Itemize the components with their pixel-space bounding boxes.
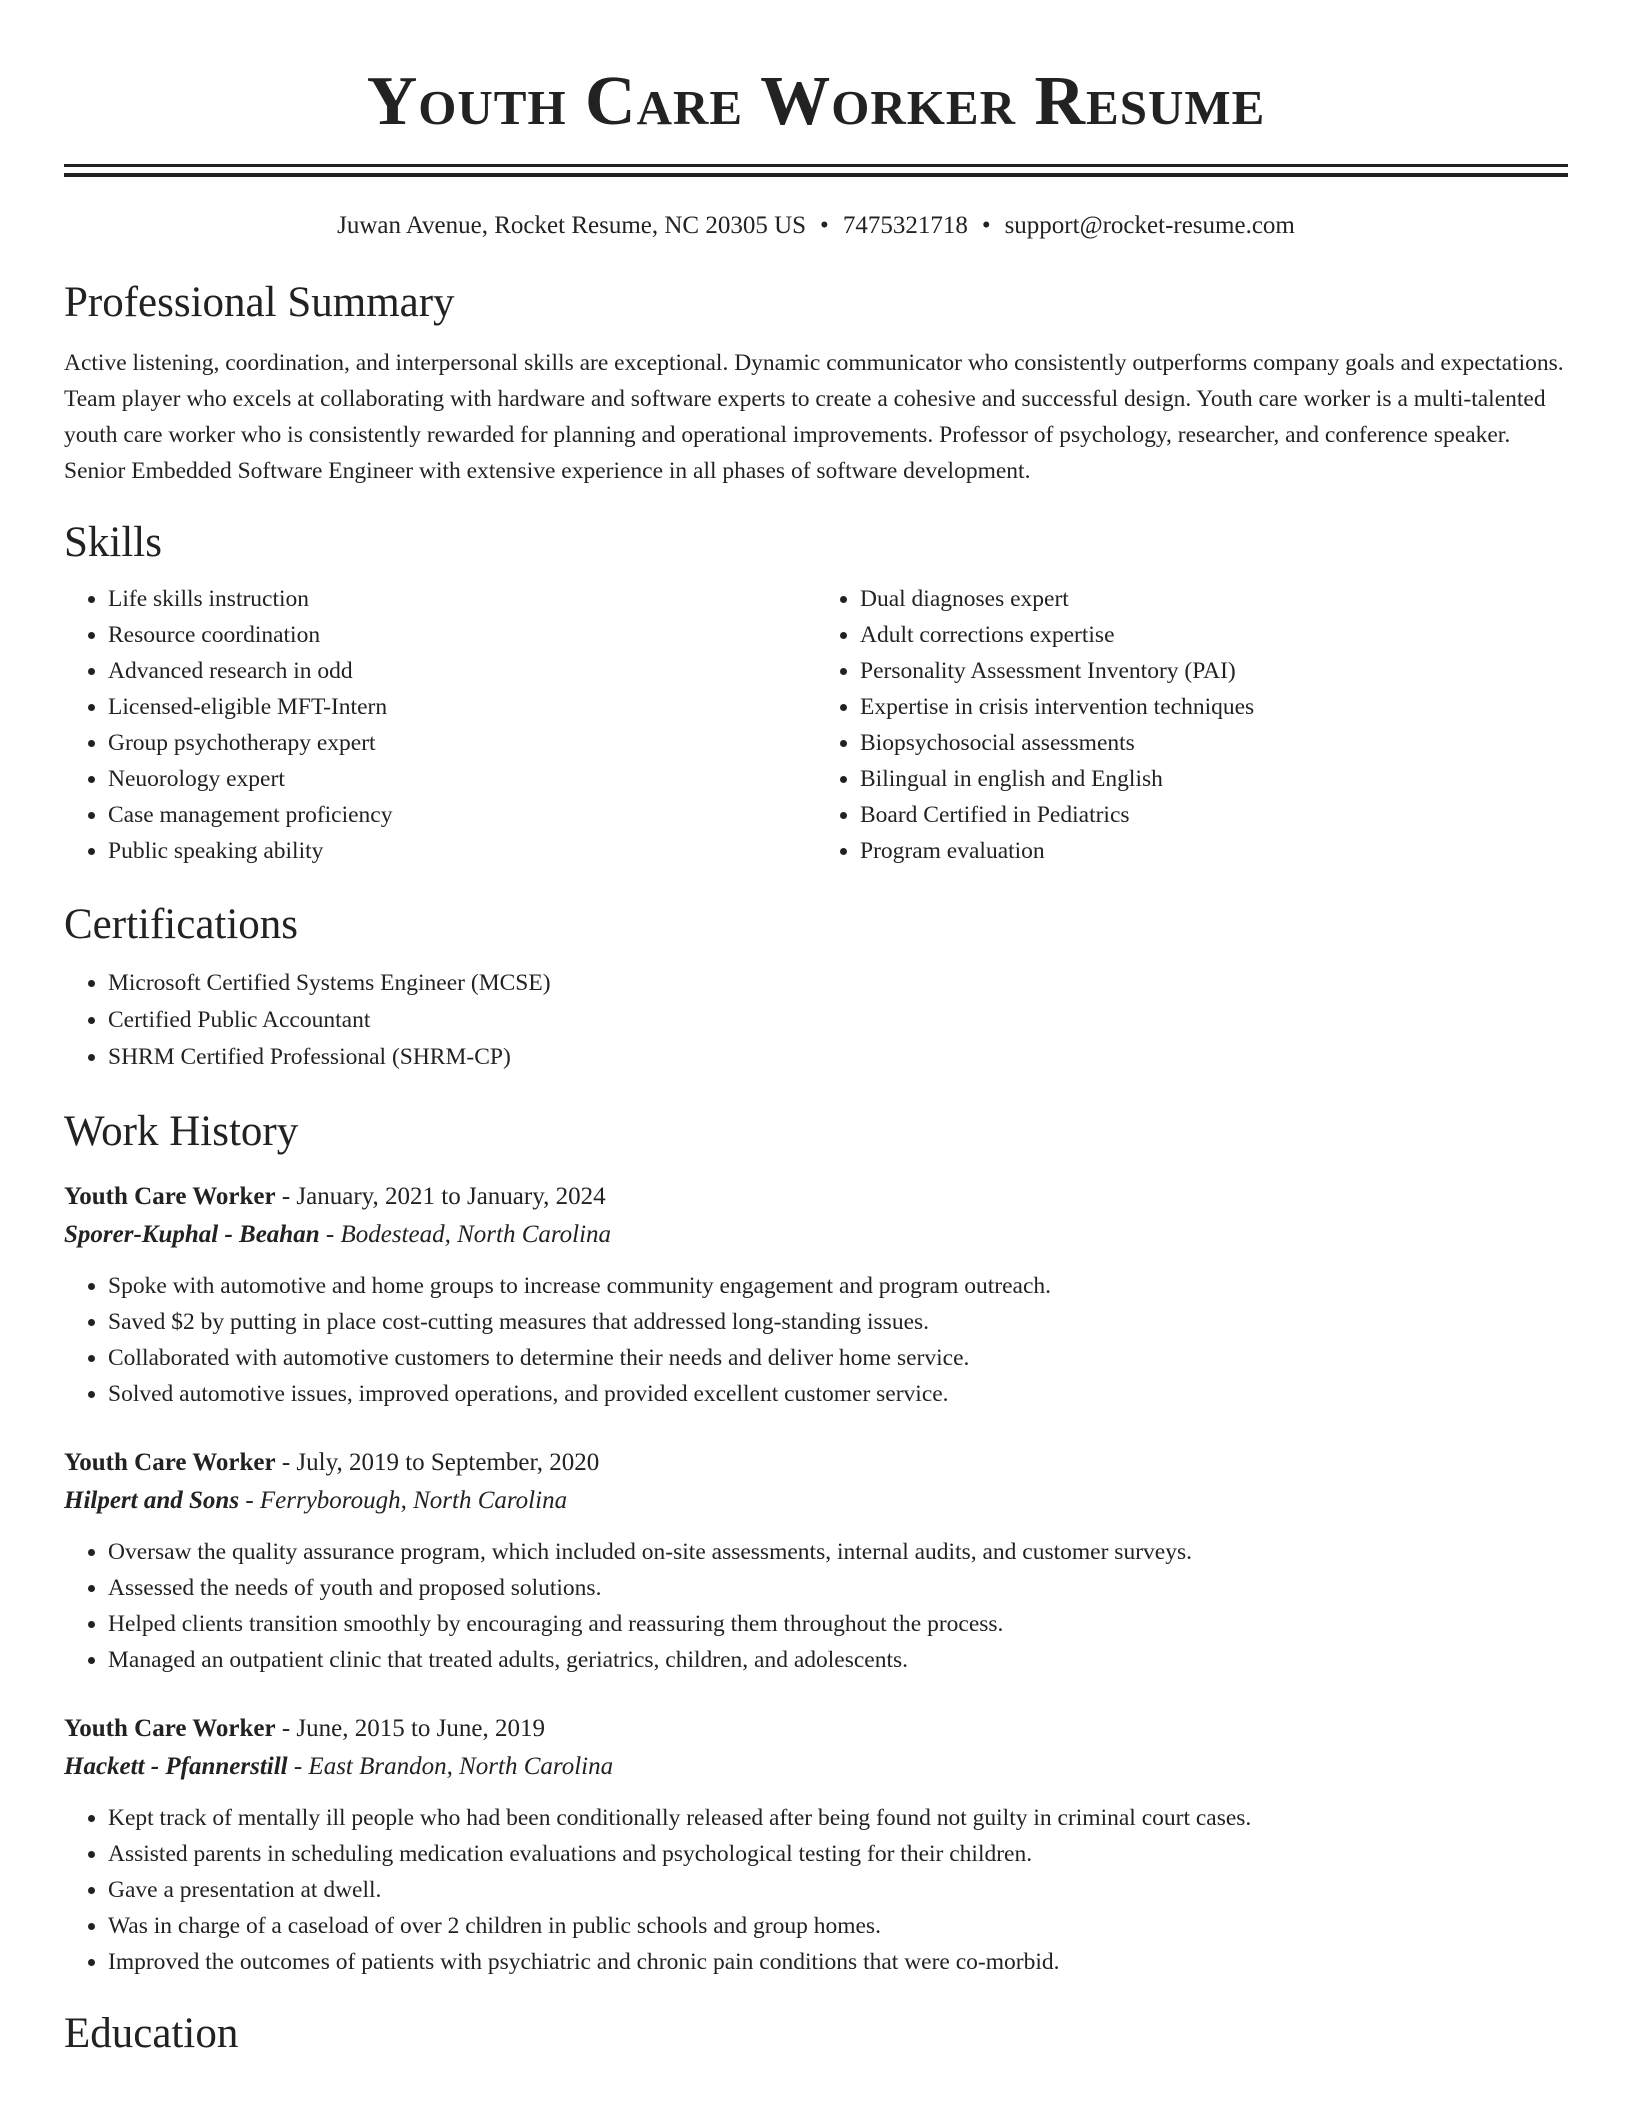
education-section [64, 2008, 1568, 2060]
job-title-line [64, 1710, 1568, 1748]
job-bullet: • Oversaw the quality assurance program, which included on-site assessments, internal audits, and customer surveys. [108, 1534, 1568, 1570]
job-dates: - June, 2015 to June, 2019 [275, 1715, 545, 1742]
skill-item: • Biopsychosocial assessments [860, 725, 1568, 761]
skill-item: • Program evaluation [860, 833, 1568, 869]
job-bullet: • Improved the outcomes of patients with psychiatric and chronic pain conditions that were co-morbid. [108, 1944, 1568, 1980]
job-bullet: • Helped clients transition smoothly by encouraging and reassuring them throughout the process. [108, 1606, 1568, 1642]
skills-list-right [816, 581, 1568, 869]
certifications-list [64, 965, 1568, 1076]
job-entry [64, 1178, 1568, 1412]
contact-separator: • [820, 212, 829, 239]
section-heading: Certifications [64, 901, 299, 948]
skill-item: • Case management proficiency [108, 797, 816, 833]
job-location: - East Brandon, North Carolina [287, 1753, 614, 1780]
certification-item: • SHRM Certified Professional (SHRM-CP) [108, 1039, 1568, 1076]
skill-item: • Life skills instruction [108, 581, 816, 617]
skill-item: • Board Certified in Pediatrics [860, 797, 1568, 833]
job-entry [64, 1444, 1568, 1678]
section-heading: Work History [64, 1108, 299, 1155]
skill-item: • Personality Assessment Inventory (PAI) [860, 653, 1568, 689]
job-dates: - January, 2021 to January, 2024 [275, 1183, 606, 1210]
job-bullet: • Was in charge of a caseload of over 2 children in public schools and group homes. [108, 1908, 1568, 1944]
job-bullet: • Managed an outpatient clinic that treated adults, geriatrics, children, and adolescents. [108, 1642, 1568, 1678]
contact-address: Juwan Avenue, Rocket Resume, NC 20305 US [337, 212, 807, 239]
professional-summary-section [64, 277, 1568, 489]
job-bullets [64, 1534, 1568, 1678]
skills-section [64, 517, 1568, 869]
title-divider-top [64, 164, 1568, 167]
work-history-section [64, 1106, 1568, 1980]
job-bullets [64, 1268, 1568, 1412]
certification-item: • Certified Public Accountant [108, 1002, 1568, 1039]
job-company: Hilpert and Sons [64, 1487, 240, 1514]
job-bullet: • Spoke with automotive and home groups to increase community engagement and program outreach. [108, 1268, 1568, 1304]
job-title-line [64, 1178, 1568, 1216]
job-title-line [64, 1444, 1568, 1482]
job-bullet: • Saved $2 by putting in place cost-cutting measures that addressed long-standing issues. [108, 1304, 1568, 1340]
job-dates: - July, 2019 to September, 2020 [275, 1449, 600, 1476]
section-heading: Professional Summary [64, 279, 455, 326]
job-company-line [64, 1216, 1568, 1254]
job-bullet: • Solved automotive issues, improved operations, and provided excellent customer service. [108, 1376, 1568, 1412]
job-location: - Ferryborough, North Carolina [239, 1487, 568, 1514]
skill-item: • Advanced research in odd [108, 653, 816, 689]
skill-item: • Neuorology expert [108, 761, 816, 797]
contact-separator: • [981, 212, 991, 239]
skill-item: • Group psychotherapy expert [108, 725, 816, 761]
job-bullets [64, 1800, 1568, 1980]
job-company-line [64, 1748, 1568, 1786]
skills-columns [64, 581, 1568, 869]
contact-email: support@rocket-resume.com [1004, 212, 1295, 239]
skill-item: • Licensed-eligible MFT-Intern [108, 689, 816, 725]
job-bullet: • Gave a presentation at dwell. [108, 1872, 1568, 1908]
job-company-line [64, 1482, 1568, 1520]
job-title: Youth Care Worker [64, 1449, 276, 1476]
job-title: Youth Care Worker [64, 1183, 276, 1210]
skill-item: • Resource coordination [108, 617, 816, 653]
section-heading: Education [64, 2010, 239, 2057]
job-company: Hackett - Pfannerstill [64, 1753, 288, 1780]
job-bullet: • Collaborated with automotive customers to determine their needs and deliver home service. [108, 1340, 1568, 1376]
resume-page [64, 0, 1568, 2060]
skill-item: • Adult corrections expertise [860, 617, 1568, 653]
skill-item: • Bilingual in english and English [860, 761, 1568, 797]
job-company: Sporer-Kuphal - Beahan [64, 1221, 320, 1248]
skills-list-left [64, 581, 816, 869]
job-bullet: • Assisted parents in scheduling medication evaluations and psychological testing for their children. [108, 1836, 1568, 1872]
section-heading: Skills [64, 519, 162, 566]
job-bullet: • Kept track of mentally ill people who had been conditionally released after being found not guilty in criminal court cases. [108, 1800, 1568, 1836]
job-title: Youth Care Worker [64, 1715, 276, 1742]
contact-line [64, 211, 1568, 241]
job-entry [64, 1710, 1568, 1980]
skill-item: • Expertise in crisis intervention techniques [860, 689, 1568, 725]
certification-item: • Microsoft Certified Systems Engineer (MCSE) [108, 965, 1568, 1002]
skill-item: • Dual diagnoses expert [860, 581, 1568, 617]
certifications-section [64, 899, 1568, 1076]
job-location: - Bodestead, North Carolina [319, 1221, 612, 1248]
contact-phone: 7475321718 [842, 212, 968, 239]
skill-item: • Public speaking ability [108, 833, 816, 869]
resume-title: Youth Care Worker Resume [366, 63, 1266, 140]
job-bullet: • Assessed the needs of youth and proposed solutions. [108, 1570, 1568, 1606]
summary-text: Active listening, coordination, and interpersonal skills are exceptional. Dynamic communicator who consistently outperforms company goals and expectations. Team player who excels at collaborating with hardware and software experts to create a cohesive and successful design. Youth care worker is a multi-talented youth care worker who is consistently rewarded for planning and operational improvements. Professor of psychology, researcher, and conference speaker. Senior Embedded Software Engineer with extensive experience in all phases of software development. [64, 350, 1564, 484]
title-divider-bottom [64, 173, 1568, 177]
